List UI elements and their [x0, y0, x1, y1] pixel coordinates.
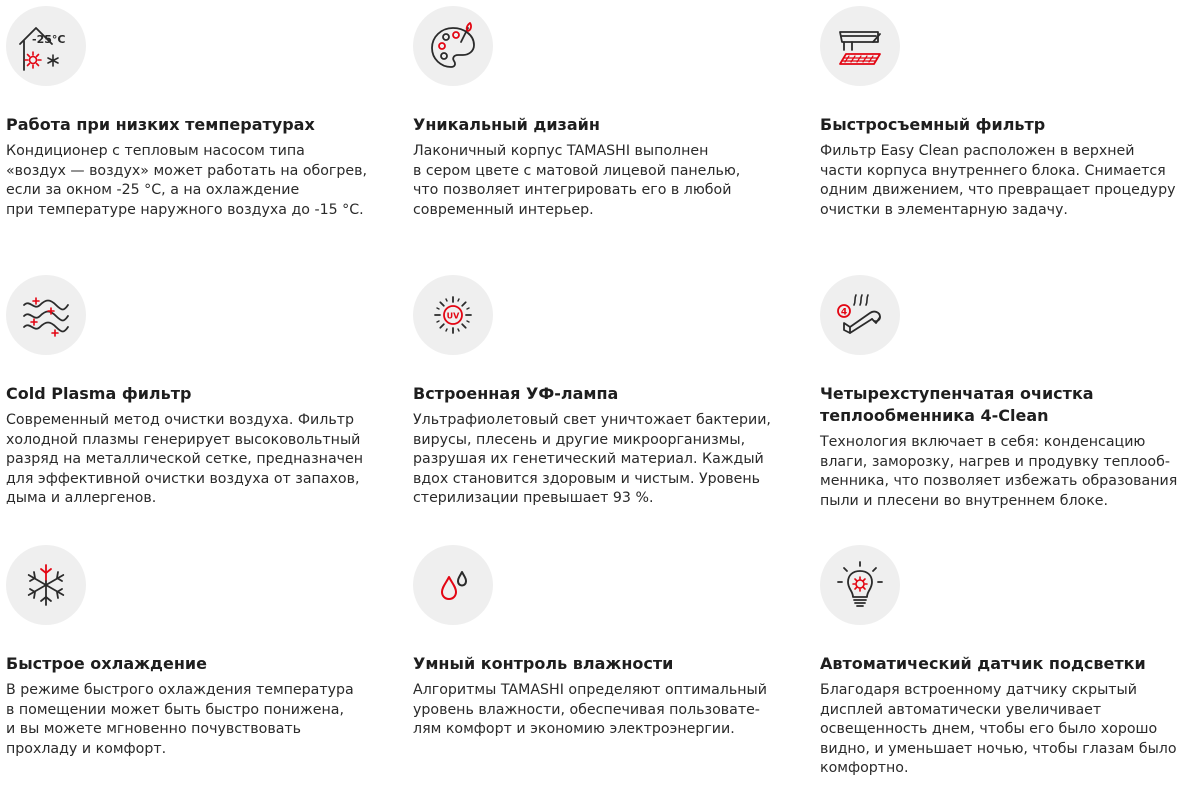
feature-card-4-clean — [820, 275, 1200, 511]
feature-title: Умный контроль влажности — [413, 654, 674, 673]
icon-step-number: 4 — [840, 307, 848, 318]
removable-filter-icon — [820, 6, 900, 86]
feature-title: Уникальный дизайн — [413, 115, 600, 134]
feature-title: Cold Plasma фильтр — [6, 384, 192, 403]
feature-description: Технология включает в себя: конденсацию влаги, заморозку, нагрев и продувку теплооб- менника, что позволяет избежать образования пыли и плесени во внутреннем блоке. — [820, 434, 1178, 509]
feature-card-cold-plasma — [6, 275, 391, 509]
feature-title: Автоматический датчик подсветки — [820, 654, 1146, 673]
feature-title: Работа при низких температурах — [6, 115, 315, 134]
feature-card-low-temperature — [6, 6, 391, 220]
feature-description: Современный метод очистки воздуха. Фильтр холодной плазмы генерирует высоковольтный разряд на металлической сетке, предназначен для эффективной очистки воздуха от запахов, дыма и аллергенов. — [6, 412, 364, 506]
light-sensor-bulb-icon — [820, 545, 900, 625]
uv-lamp-icon — [413, 275, 493, 355]
feature-description: Фильтр Easy Clean расположен в верхней части корпуса внутреннего блока. Снимается одним движением, что превращает процедуру очистки в элементарную задачу. — [820, 143, 1176, 218]
feature-description: Кондиционер с тепловым насосом типа «воздух — воздух» может работать на обогрев, если за окном -25 °C, а на охлаждение при температуре наружного воздуха до -15 °C. — [6, 143, 367, 218]
feature-card-light-sensor — [820, 545, 1200, 779]
feature-description: Лаконичный корпус TAMASHI выполнен в сером цвете с матовой лицевой панелью, что позволяет интегрировать его в любой современный интерьер. — [413, 143, 741, 218]
feature-title: Быстросъемный фильтр — [820, 115, 1046, 134]
humidity-drops-icon — [413, 545, 493, 625]
feature-card-humidity-control — [413, 545, 798, 740]
low-temperature-house-icon — [6, 6, 86, 86]
feature-card-removable-filter — [820, 6, 1200, 220]
cold-plasma-icon — [6, 275, 86, 355]
snowflake-icon — [6, 545, 86, 625]
feature-description: Ультрафиолетовый свет уничтожает бактерии, вирусы, плесень и другие микроорганизмы, разрушая их генетический материал. Каждый вдох становится здоровым и чистым. Уровень стерилизации превышает 93 %. — [413, 412, 771, 506]
feature-card-unique-design — [413, 6, 798, 220]
icon-uv-text: UV — [446, 311, 460, 321]
palette-icon — [413, 6, 493, 86]
feature-card-fast-cooling — [6, 545, 391, 759]
feature-description: Алгоритмы TAMASHI определяют оптимальный уровень влажности, обеспечивая пользовате- лям комфорт и экономию электроэнергии. — [413, 682, 767, 737]
feature-title: Встроенная УФ-лампа — [413, 384, 619, 403]
feature-title: Быстрое охлаждение — [6, 654, 207, 673]
feature-description: В режиме быстрого охлаждения температура в помещении может быть быстро понижена, и вы можете мгновенно почувствовать прохладу и комфорт. — [6, 682, 354, 757]
feature-description: Благодаря встроенному датчику скрытый дисплей автоматически увеличивает освещенность днем, чтобы его было хорошо видно, и уменьшает ночью, чтобы глазам было комфортно. — [820, 682, 1177, 776]
feature-title: Четырехступенчатая очистка теплообменника 4-Clean — [820, 384, 1094, 425]
feature-card-uv-lamp — [413, 275, 798, 509]
icon-temperature-text: -25°C — [32, 33, 66, 46]
four-step-clean-icon — [820, 275, 900, 355]
